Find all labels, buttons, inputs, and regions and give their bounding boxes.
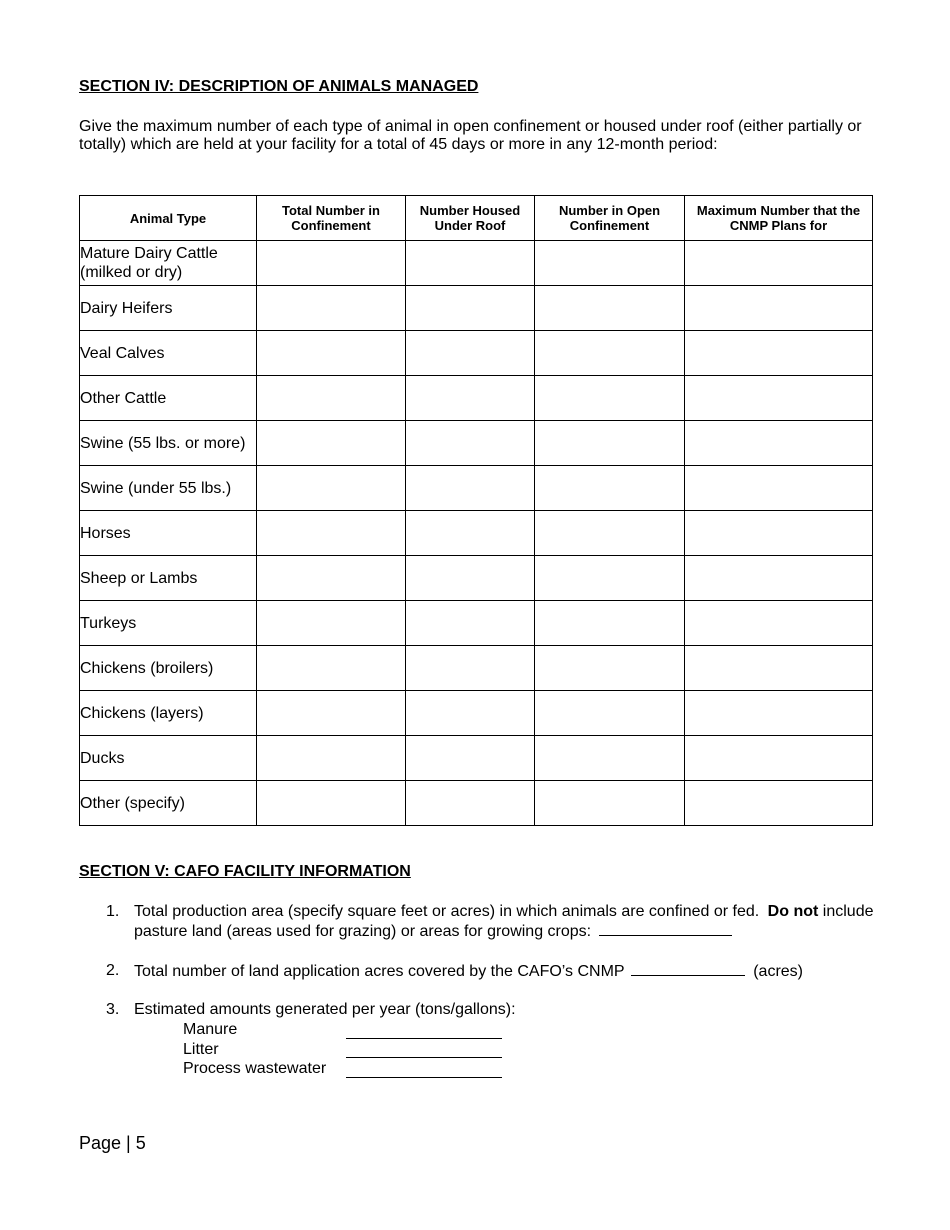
process-wastewater-amount-field[interactable] bbox=[346, 1077, 502, 1078]
housed-under-roof-cell[interactable] bbox=[406, 421, 535, 466]
cnmp-max-cell[interactable] bbox=[685, 511, 873, 556]
total-confinement-cell[interactable] bbox=[257, 241, 406, 286]
animal-type-cell: Horses bbox=[80, 511, 257, 556]
animals-table bbox=[79, 195, 873, 826]
open-confinement-cell[interactable] bbox=[535, 556, 685, 601]
production-area-field[interactable] bbox=[599, 921, 732, 936]
open-confinement-cell[interactable] bbox=[535, 241, 685, 286]
open-confinement-cell[interactable] bbox=[535, 736, 685, 781]
item-2-unit: (acres) bbox=[753, 963, 803, 980]
housed-under-roof-cell[interactable] bbox=[406, 466, 535, 511]
animal-type-cell: Chickens (broilers) bbox=[80, 646, 257, 691]
cnmp-max-cell[interactable] bbox=[685, 466, 873, 511]
litter-amount-field[interactable] bbox=[346, 1057, 502, 1058]
amount-label-process-wastewater: Process wastewater bbox=[183, 1060, 327, 1077]
item-1-number: 1. bbox=[106, 903, 120, 920]
header-cnmp-max: Maximum Number that the CNMP Plans for bbox=[685, 196, 873, 241]
animal-type-cell: Chickens (layers) bbox=[80, 691, 257, 736]
animal-type-cell: Other (specify) bbox=[80, 781, 257, 826]
section-iv-intro: Give the maximum number of each type of animal in open confinement or housed under roof (either partially or totally) which are held at your facility for a total of 45 days or more in any 12-month period: bbox=[79, 118, 862, 153]
amount-label-litter: Litter bbox=[183, 1041, 219, 1058]
total-confinement-cell[interactable] bbox=[257, 286, 406, 331]
section-v-title: SECTION V: CAFO FACILITY INFORMATION bbox=[79, 863, 411, 880]
animal-type-cell: Veal Calves bbox=[80, 331, 257, 376]
table-row bbox=[80, 691, 873, 736]
table-row bbox=[80, 736, 873, 781]
cnmp-max-cell[interactable] bbox=[685, 601, 873, 646]
item-1-text-a: Total production area (specify square feet or acres) in which animals are confined or fed. bbox=[134, 903, 760, 920]
table-row bbox=[80, 646, 873, 691]
open-confinement-cell[interactable] bbox=[535, 466, 685, 511]
total-confinement-cell[interactable] bbox=[257, 691, 406, 736]
total-confinement-cell[interactable] bbox=[257, 511, 406, 556]
cnmp-max-cell[interactable] bbox=[685, 331, 873, 376]
item-2-text-a: Total number of land application acres covered by the CAFO’s CNMP bbox=[134, 963, 625, 980]
animal-type-cell: Turkeys bbox=[80, 601, 257, 646]
animal-type-cell: Other Cattle bbox=[80, 376, 257, 421]
item-2-number: 2. bbox=[106, 962, 120, 979]
housed-under-roof-cell[interactable] bbox=[406, 601, 535, 646]
amount-label-manure: Manure bbox=[183, 1021, 238, 1038]
animal-type-cell: Swine (under 55 lbs.) bbox=[80, 466, 257, 511]
cnmp-max-cell[interactable] bbox=[685, 556, 873, 601]
item-1-text bbox=[134, 902, 879, 941]
table-row bbox=[80, 376, 873, 421]
animal-type-cell: Mature Dairy Cattle (milked or dry) bbox=[80, 241, 257, 286]
cnmp-max-cell[interactable] bbox=[685, 781, 873, 826]
table-row bbox=[80, 466, 873, 511]
table-row bbox=[80, 241, 873, 286]
manure-amount-field[interactable] bbox=[346, 1038, 502, 1039]
open-confinement-cell[interactable] bbox=[535, 286, 685, 331]
housed-under-roof-cell[interactable] bbox=[406, 646, 535, 691]
animal-type-cell: Swine (55 lbs. or more) bbox=[80, 421, 257, 466]
housed-under-roof-cell[interactable] bbox=[406, 286, 535, 331]
open-confinement-cell[interactable] bbox=[535, 421, 685, 466]
table-row bbox=[80, 781, 873, 826]
housed-under-roof-cell[interactable] bbox=[406, 241, 535, 286]
open-confinement-cell[interactable] bbox=[535, 511, 685, 556]
housed-under-roof-cell[interactable] bbox=[406, 736, 535, 781]
cnmp-max-cell[interactable] bbox=[685, 421, 873, 466]
header-total-confinement: Total Number in Confinement bbox=[257, 196, 406, 241]
table-row bbox=[80, 331, 873, 376]
housed-under-roof-cell[interactable] bbox=[406, 691, 535, 736]
header-open-confinement: Number in Open Confinement bbox=[535, 196, 685, 241]
table-row bbox=[80, 421, 873, 466]
item-1 bbox=[106, 902, 886, 942]
total-confinement-cell[interactable] bbox=[257, 466, 406, 511]
housed-under-roof-cell[interactable] bbox=[406, 556, 535, 601]
total-confinement-cell[interactable] bbox=[257, 646, 406, 691]
total-confinement-cell[interactable] bbox=[257, 781, 406, 826]
item-3 bbox=[106, 1000, 886, 1020]
open-confinement-cell[interactable] bbox=[535, 781, 685, 826]
header-animal-type: Animal Type bbox=[80, 196, 257, 241]
table-row bbox=[80, 511, 873, 556]
total-confinement-cell[interactable] bbox=[257, 556, 406, 601]
total-confinement-cell[interactable] bbox=[257, 376, 406, 421]
open-confinement-cell[interactable] bbox=[535, 691, 685, 736]
housed-under-roof-cell[interactable] bbox=[406, 781, 535, 826]
total-confinement-cell[interactable] bbox=[257, 601, 406, 646]
table-row bbox=[80, 286, 873, 331]
total-confinement-cell[interactable] bbox=[257, 331, 406, 376]
open-confinement-cell[interactable] bbox=[535, 601, 685, 646]
item-1-bold: Do not bbox=[767, 903, 819, 920]
open-confinement-cell[interactable] bbox=[535, 331, 685, 376]
item-3-text: Estimated amounts generated per year (tons/gallons): bbox=[134, 1001, 516, 1018]
cnmp-max-cell[interactable] bbox=[685, 691, 873, 736]
table-row bbox=[80, 556, 873, 601]
housed-under-roof-cell[interactable] bbox=[406, 376, 535, 421]
item-3-number: 3. bbox=[106, 1001, 120, 1018]
total-confinement-cell[interactable] bbox=[257, 736, 406, 781]
item-2 bbox=[106, 961, 886, 981]
total-confinement-cell[interactable] bbox=[257, 421, 406, 466]
table-row bbox=[80, 601, 873, 646]
header-housed-under-roof: Number Housed Under Roof bbox=[406, 196, 535, 241]
table-header-row bbox=[80, 196, 873, 241]
section-iv-title: SECTION IV: DESCRIPTION OF ANIMALS MANAGED bbox=[79, 78, 479, 95]
cnmp-max-cell[interactable] bbox=[685, 286, 873, 331]
housed-under-roof-cell[interactable] bbox=[406, 511, 535, 556]
animal-type-cell: Dairy Heifers bbox=[80, 286, 257, 331]
cnmp-max-cell[interactable] bbox=[685, 241, 873, 286]
animal-type-cell: Ducks bbox=[80, 736, 257, 781]
page-number: Page | 5 bbox=[79, 1133, 146, 1153]
open-confinement-cell[interactable] bbox=[535, 646, 685, 691]
cnmp-max-cell[interactable] bbox=[685, 646, 873, 691]
item-2-text bbox=[134, 961, 803, 981]
animal-type-cell: Sheep or Lambs bbox=[80, 556, 257, 601]
cnmp-max-cell[interactable] bbox=[685, 736, 873, 781]
cnmp-max-cell[interactable] bbox=[685, 376, 873, 421]
item-1-text-b: include pasture land (areas used for grazing) or areas for growing crops: bbox=[134, 903, 874, 940]
housed-under-roof-cell[interactable] bbox=[406, 331, 535, 376]
land-application-acres-field[interactable] bbox=[631, 961, 745, 976]
open-confinement-cell[interactable] bbox=[535, 376, 685, 421]
